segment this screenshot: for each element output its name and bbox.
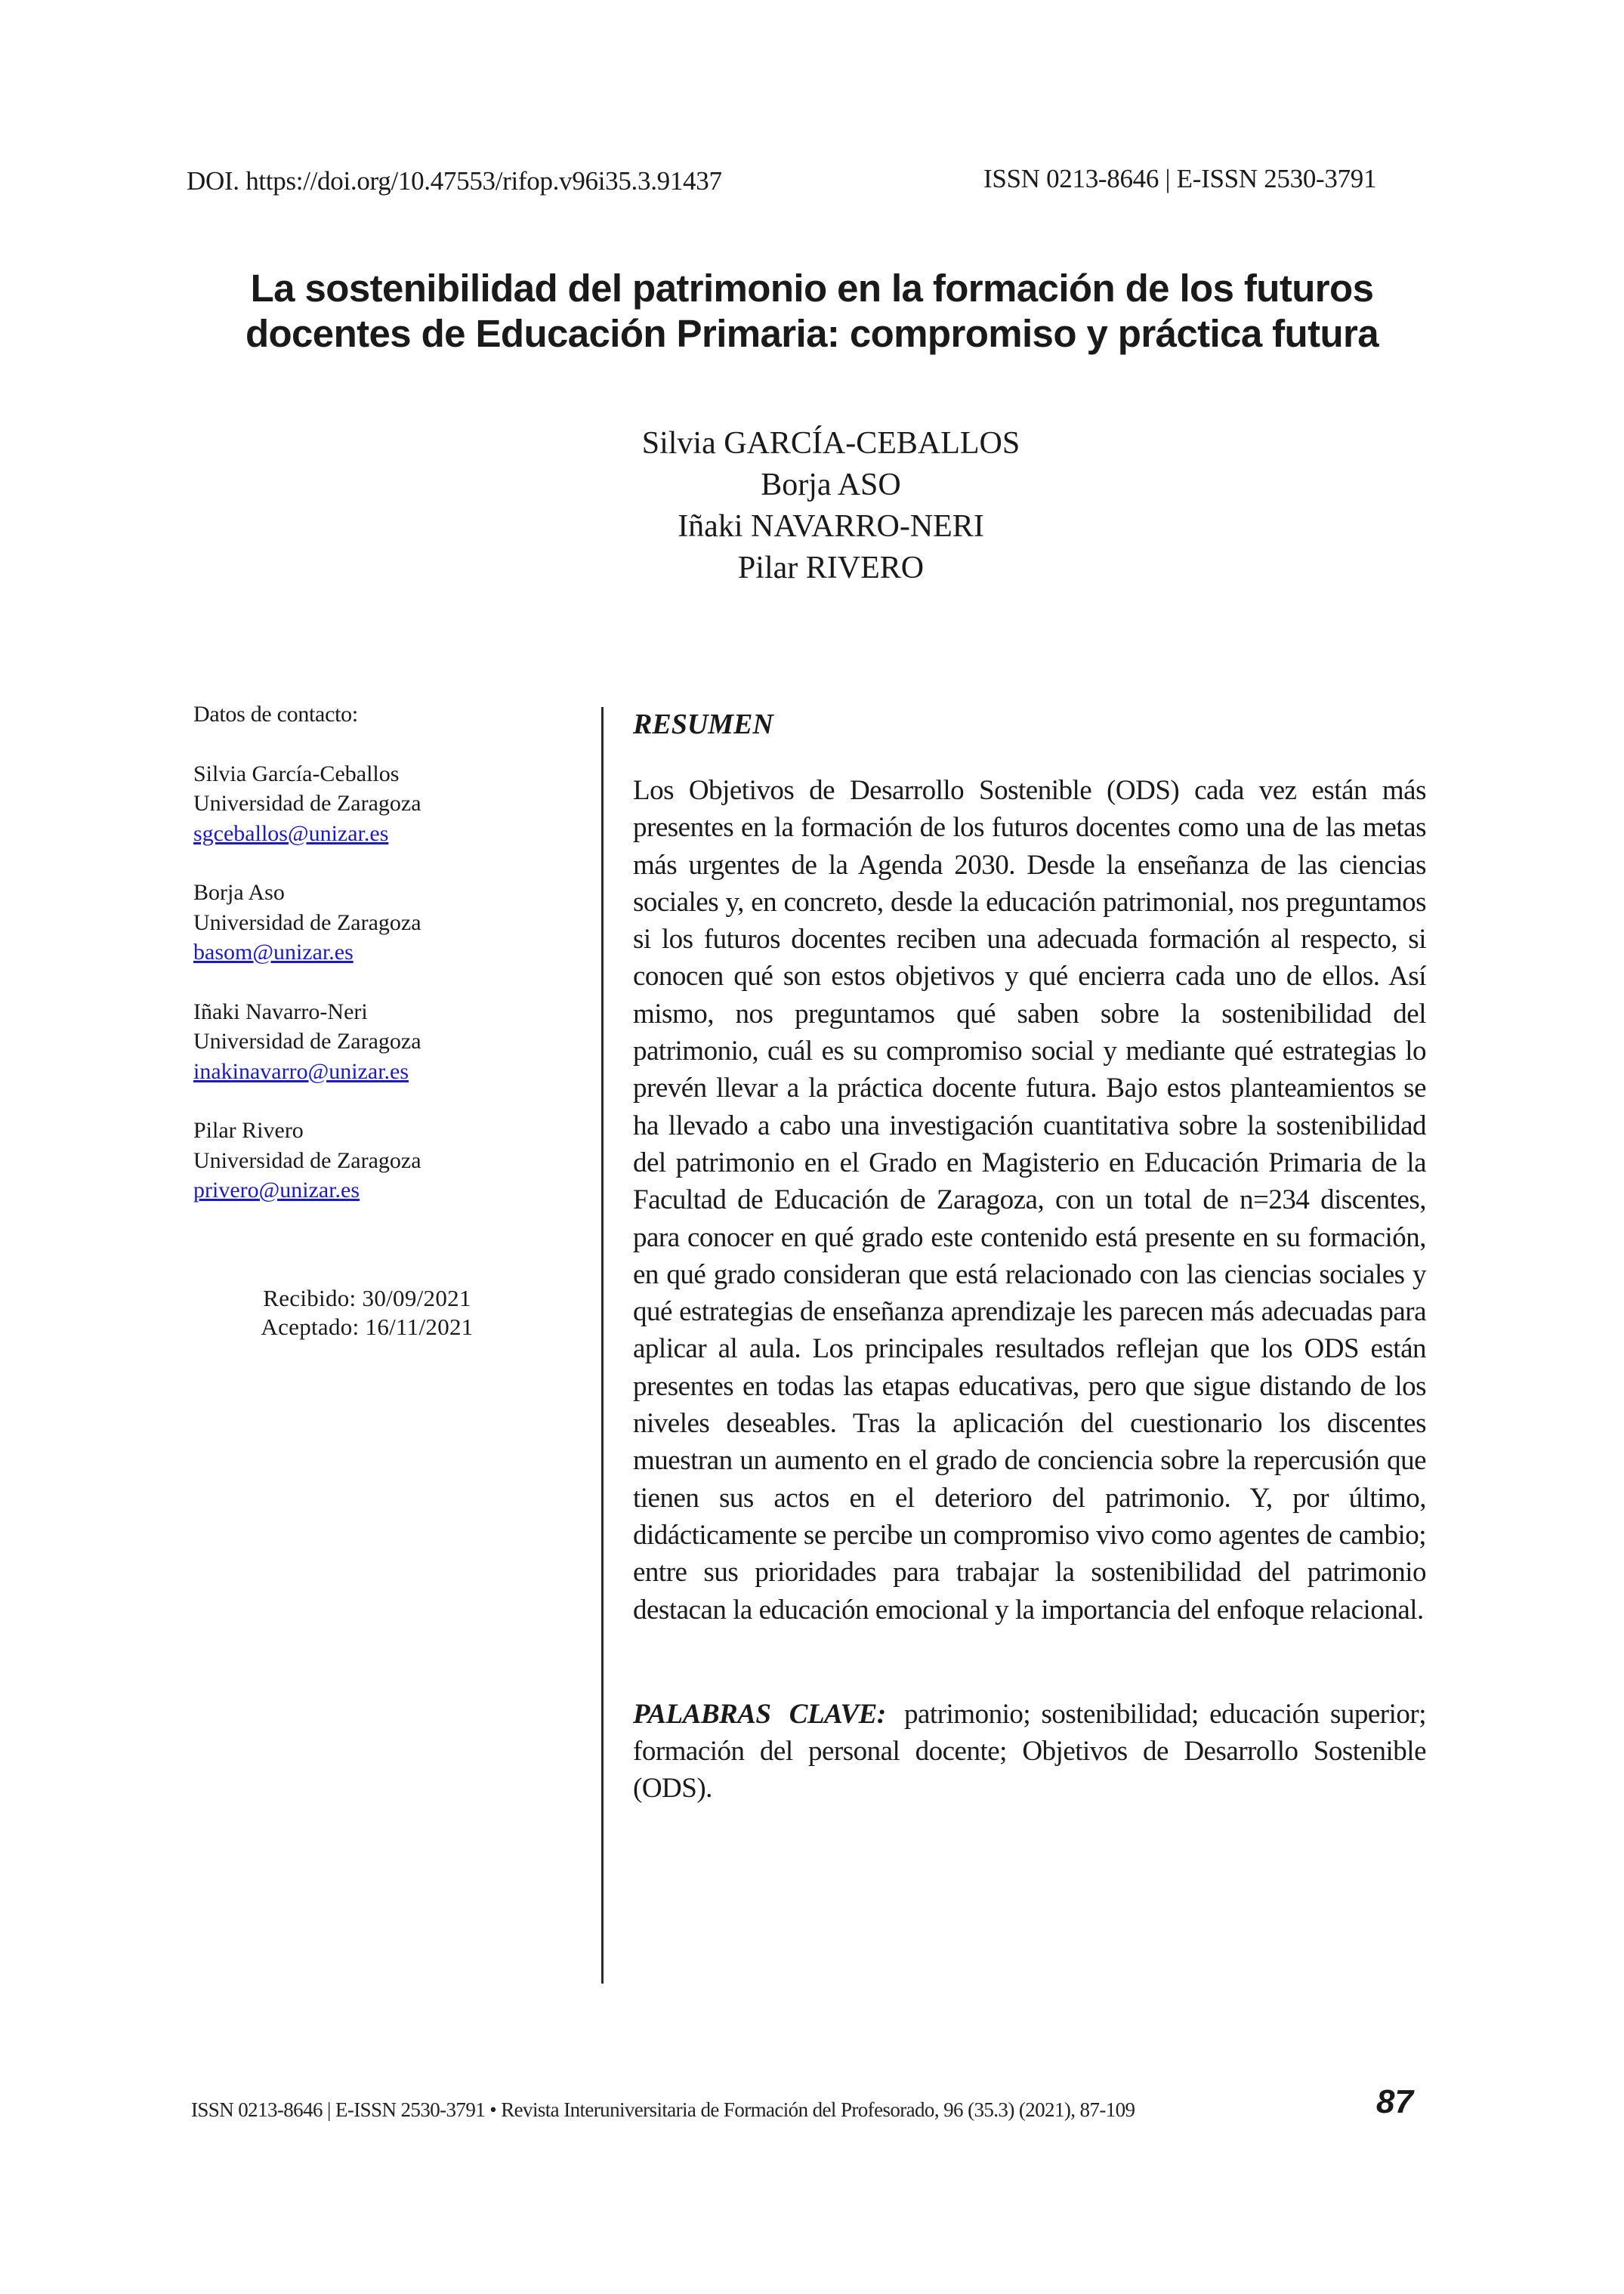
contact-person xyxy=(193,997,541,1087)
contact-details xyxy=(193,699,541,1235)
accepted-date: Aceptado: 16/11/2021 xyxy=(261,1314,474,1340)
submission-dates xyxy=(193,1284,541,1342)
column-divider xyxy=(601,707,604,1984)
author-name: Silvia GARCÍA-CEBALLOS xyxy=(641,426,1020,461)
contact-name: Silvia García-Ceballos xyxy=(193,761,400,786)
contact-affiliation: Universidad de Zaragoza xyxy=(193,791,421,816)
abstract-body: Los Objetivos de Desarrollo Sostenible (ODS) cada vez están más presentes en la formación de los futuros docentes como una de las metas más urgentes de la Agenda 2030. Desde la enseñanza de las ciencias sociales y, en concreto, desde la educación patrimonial, nos preguntamos si los futuros docentes reciben una adecuada formación al respecto, si conocen qué son estos objetivos y qué encierra cada uno de ellos. Así mismo, nos preguntamos qué saben sobre la sostenibilidad del patrimonio, cuál es su compromiso social y mediante qué estrategias lo prevén llevar a la práctica docente futura. Bajo estos planteamientos se ha llevado a cabo una investigación cuantitativa sobre la sostenibilidad del patrimonio en el Grado en Magisterio en Educación Primaria de la Facultad de Educación de Zaragoza, con un total de n=234 discentes, para conocer en qué grado este contenido está presente en su formación, en qué grado consideran que está relacionado con las ciencias sociales y qué estrategias de enseñanza aprendizaje les parecen más adecuadas para aplicar al aula. Los principales resultados reflejan que los ODS están presentes en todas las etapas educativas, pero que sigue distando de los niveles deseables. Tras la aplicación del cuestionario los discentes muestran un aumento en el grado de conciencia sobre la repercusión que tienen sus actos en el deterioro del patrimonio. Y, por último, didácticamente se percibe un compromiso vivo como agentes de cambio; entre sus prioridades para trabajar la sostenibilidad del patrimonio destacan la educación emocional y la importancia del enfoque relacional. xyxy=(633,775,1426,1626)
author-list xyxy=(453,423,1209,589)
abstract-section xyxy=(633,707,1426,1808)
article-title-line-2: docentes de Educación Primaria: compromiso y práctica futura xyxy=(245,312,1379,355)
contact-affiliation: Universidad de Zaragoza xyxy=(193,1029,421,1054)
contact-email-link[interactable]: sgceballos@unizar.es xyxy=(193,820,389,846)
article-title-line-1: La sostenibilidad del patrimonio en la formación de los futuros xyxy=(250,267,1374,310)
contact-person xyxy=(193,759,541,849)
contact-email-link[interactable]: basom@unizar.es xyxy=(193,940,354,965)
author-name: Iñaki NAVARRO-NERI xyxy=(678,509,984,544)
contact-name: Iñaki Navarro-Neri xyxy=(193,999,368,1024)
page-number: 87 xyxy=(1376,2083,1413,2120)
contact-affiliation: Universidad de Zaragoza xyxy=(193,909,421,935)
contact-person xyxy=(193,1116,541,1206)
contact-label: Datos de contacto: xyxy=(193,702,358,727)
author-name: Borja ASO xyxy=(761,468,901,502)
article-title xyxy=(151,266,1473,357)
received-date: Recibido: 30/09/2021 xyxy=(263,1285,471,1311)
contact-affiliation: Universidad de Zaragoza xyxy=(193,1147,421,1173)
contact-name: Borja Aso xyxy=(193,880,285,905)
footer-citation: ISSN 0213-8646 | E-ISSN 2530-3791 • Revista Interuniversitaria de Formación del Profesorado, 96 (35.3) (2021), 87-109 xyxy=(191,2098,1135,2121)
abstract-heading: RESUMEN xyxy=(633,709,773,740)
author-name: Pilar RIVERO xyxy=(737,551,925,585)
contact-name: Pilar Rivero xyxy=(193,1118,304,1143)
doi-link[interactable]: DOI. https://doi.org/10.47553/rifop.v96i35.3.91437 xyxy=(187,166,722,196)
keywords xyxy=(633,1696,1426,1808)
contact-email-link[interactable]: privero@unizar.es xyxy=(193,1178,360,1203)
issn-header: ISSN 0213-8646 | E-ISSN 2530-3791 xyxy=(983,164,1377,193)
keywords-list: patrimonio; sostenibilidad; educación superior; formación del personal docente; Objetivos de Desarrollo Sostenible (ODS). xyxy=(633,1698,1426,1805)
keywords-label: PALABRAS CLAVE: xyxy=(633,1698,904,1730)
contact-person xyxy=(193,878,541,968)
contact-email-link[interactable]: inakinavarro@unizar.es xyxy=(193,1058,409,1084)
